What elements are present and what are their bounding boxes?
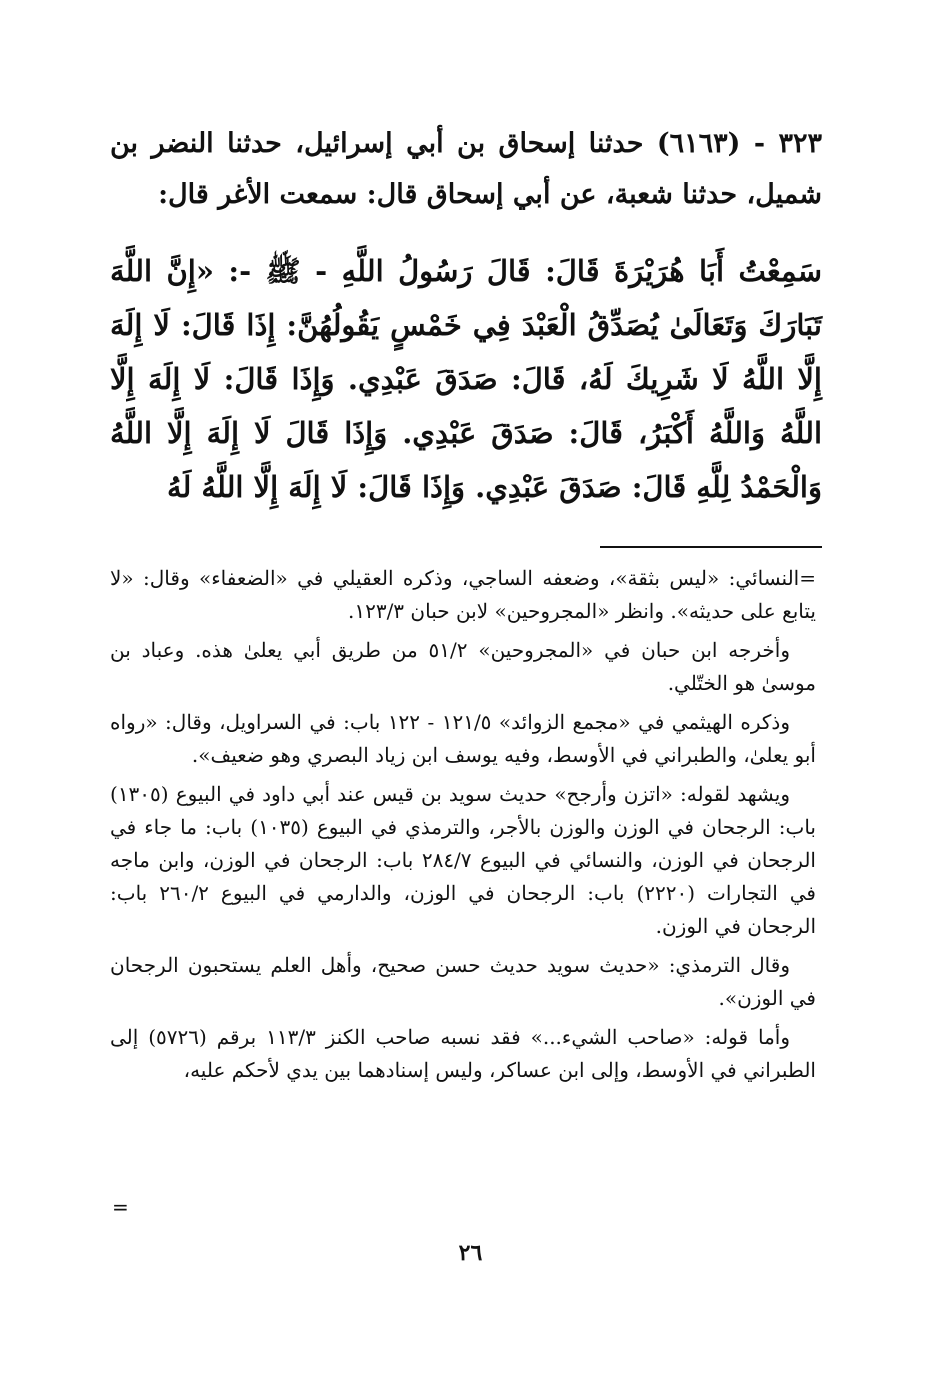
footnote-separator [600,546,822,548]
isnad-paragraph [110,118,822,220]
hadith-paragraph [110,244,822,514]
isnad-text: ٣٢٣ - (٦١٦٣) حدثنا إسحاق بن أبي إسرائيل، حدثنا النضر بن شميل، حدثنا شعبة، عن أبي إسحاق قال: سمعت الأغر قال: [110,128,822,210]
footnotes [110,562,822,1087]
footnote-paragraph: ويشهد لقوله: «اتزن وأرجح» حديث سويد بن قيس عند أبي داود في البيوع (١٣٠٥) باب: الرجحان في الوزن والوزن بالأجر، والترمذي في البيوع (١٠٣٥) باب: ما جاء في الرجحان في الوزن، والنسائي في البيوع ٢٨٤/٧ باب: الرجحان في الوزن، وابن ماجه في التجارات (٢٢٢٠) باب: الرجحان في الوزن، والدارمي في البيوع ٢٦٠/٢ باب: الرجحان في الوزن. [110,782,817,938]
page-body [110,118,822,1093]
continuation-mark: = [112,1195,129,1219]
hadith-text: سَمِعْتُ أَبَا هُرَيْرَةَ قَالَ: قَالَ رَسُولُ اللَّهِ - ﷺ -: «إِنَّ اللَّهَ تَبَارَكَ وَتَعَالَىٰ يُصَدِّقُ الْعَبْدَ فِي خَمْسٍ يَقُولُهُنَّ: إِذَا قَالَ: لَا إِلَهَ إِلَّا اللَّهُ لَا شَرِيكَ لَهُ، قَالَ: صَدَقَ عَبْدِي. وَإِذَا قَالَ: لَا إِلَهَ إِلَّا اللَّهُ وَاللَّهُ أَكْبَرُ، قَالَ: صَدَقَ عَبْدِي. وَإِذَا قَالَ لَا إِلَهَ إِلَّا اللَّهُ وَالْحَمْدُ لِلَّهِ قَالَ: صَدَقَ عَبْدِي. وَإِذَا قَالَ: لَا إِلَهَ إِلَّا اللَّهُ لَهُ [110,254,822,504]
footnote-paragraph: =النسائي: «ليس بثقة»، وضعفه الساجي، وذكره العقيلي في «الضعفاء» وقال: «لا يتابع على حديثه». وانظر «المجروحين» لابن حبان ١٢٣/٣. [110,566,816,623]
footnote-paragraph: وأخرجه ابن حبان في «المجروحين» ٥١/٢ من طريق أبي يعلىٰ هذه. وعباد بن موسىٰ هو الختّلي. [110,638,816,695]
footnote-paragraph: وقال الترمذي: «حديث سويد حديث حسن صحيح، وأهل العلم يستحبون الرجحان في الوزن». [110,953,816,1010]
page-number: ٢٦ [458,1240,483,1266]
footnote-paragraph: وذكره الهيثمي في «مجمع الزوائد» ١٢١/٥ - ١٢٢ باب: في السراويل، وقال: «رواه أبو يعلىٰ، والطبراني في الأوسط، وفيه يوسف ابن زياد البصري وهو ضعيف». [110,710,816,767]
footnote-paragraph: وأما قوله: «صاحب الشيء...» فقد نسبه صاحب الكنز ١١٣/٣ برقم (٥٧٢٦) إلى الطبراني في الأوسط، وإلى ابن عساكر، وليس إسنادهما بين يدي لأحكم عليه، [110,1025,816,1082]
